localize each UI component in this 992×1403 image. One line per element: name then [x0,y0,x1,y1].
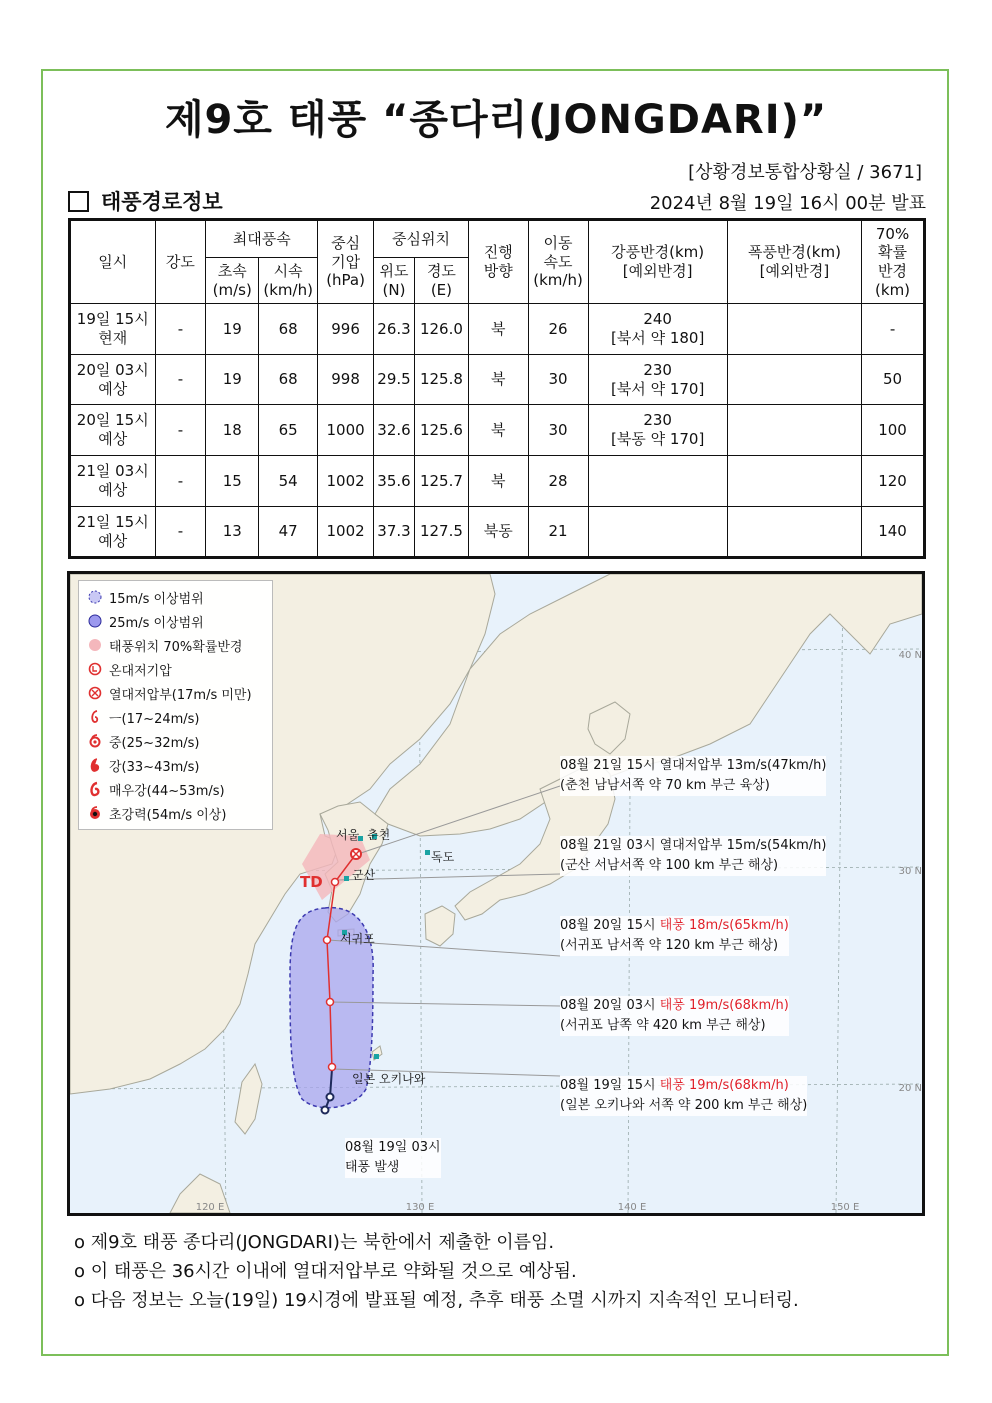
track-annotation: 08월 21일 03시 열대저압부 15m/s(54km/h) (군산 서남서쪽 약 100 km 부근 해상) [560,836,826,876]
map-legend [78,580,273,830]
note-line: o 제9호 태풍 종다리(JONGDARI)는 북한에서 제출한 이름임. [74,1232,555,1253]
header-ms: 초속 (m/s) [206,258,259,304]
cell-pressure: 996 [318,304,374,355]
legend-item [85,705,266,729]
table-header-row [70,220,925,258]
track-annotation: 08월 20일 15시 태풍 18m/s(65km/h) (서귀포 남서쪽 약 120 km 부근 해상) [560,916,789,956]
cell-kmh: 47 [259,507,318,558]
notes-list [74,1228,799,1315]
solid-circle-icon [85,614,105,628]
label-okinawa: 일본 오키나와 [352,1072,426,1086]
cell-speed: 26 [528,304,588,355]
legend-label: 열대저압부(17m/s 미만) [109,687,252,703]
cell-lat: 26.3 [374,304,415,355]
cell-kmh: 65 [259,405,318,456]
table-row [70,405,925,456]
cell-lon: 125.8 [414,355,468,405]
legend-item [85,753,266,777]
header-intensity: 강도 [155,220,206,304]
legend-label: ㅡ(17~24m/s) [109,711,200,727]
cell-kmh: 68 [259,355,318,405]
checkbox-square-icon [68,191,89,212]
legend-label: 태풍위치 70%확률반경 [109,639,243,655]
cell-speed: 30 [528,405,588,456]
cell-ms: 19 [206,355,259,405]
track-point-20d03h [327,999,334,1006]
cell-storm-radius [727,405,861,456]
cell-pressure: 1000 [318,405,374,456]
legend-label: 매우강(44~53m/s) [109,783,225,799]
cell-gale-radius: 240 [북서 약 180] [588,304,727,355]
cell-lat: 29.5 [374,355,415,405]
header-kmh: 시속 (km/h) [259,258,318,304]
lat-label-40: 40 N [898,650,922,661]
table-row [70,507,925,558]
weak-typhoon-icon [85,709,105,725]
td-label: TD [300,873,323,891]
cell-direction: 북동 [468,507,528,558]
cell-lat: 37.3 [374,507,415,558]
lat-label-30: 30 N [898,866,922,877]
dashed-circle-icon [85,590,105,604]
header-pressure: 중심 기압 (hPa) [318,220,374,304]
legend-item [85,633,266,657]
lon-label-150: 150 E [830,1202,860,1213]
cell-storm-radius [727,355,861,405]
legend-label: 초강력(54m/s 이상) [109,807,227,823]
cell-prob70: 140 [862,507,925,558]
note-line: o 다음 정보는 오늘(19일) 19시경에 발표될 예정, 추후 태풍 소멸 시까지 지속적인 모니터링. [74,1290,799,1311]
pink-circle-icon [85,638,105,652]
typhoon-track-table [68,218,926,559]
cell-lon: 125.6 [414,405,468,456]
genesis-annotation: 08월 19일 03시 태풍 발생 [345,1138,441,1178]
header-time: 일시 [70,220,156,304]
issued-time: 2024년 8월 19일 16시 00분 발표 [649,193,926,214]
cell-direction: 북 [468,304,528,355]
cell-ms: 13 [206,507,259,558]
cell-time: 19일 15시 현재 [70,304,156,355]
department-label: [상황경보통합상황실 / 3671] [688,162,922,183]
medium-typhoon-icon [85,733,105,749]
lon-label-120: 120 E [195,1202,225,1213]
legend-item [85,801,266,825]
label-seogwipo: 서귀포 [340,932,375,946]
track-point-genesis [322,1107,329,1114]
cell-gale-radius: 230 [북서 약 170] [588,355,727,405]
legend-label: 15m/s 이상범위 [109,591,204,607]
cell-storm-radius [727,304,861,355]
cell-gale-radius: 230 [북동 약 170] [588,405,727,456]
page-title: 제9호 태풍 “종다리(JONGDARI)” [164,97,828,143]
lon-label-140: 140 E [617,1202,647,1213]
cell-intensity: - [155,456,206,507]
legend-label: 강(33~43m/s) [109,759,200,775]
cell-speed: 21 [528,507,588,558]
cell-time: 20일 15시 예상 [70,405,156,456]
track-annotation: 08월 20일 03시 태풍 19m/s(68km/h) (서귀포 남쪽 약 420 km 부근 해상) [560,996,789,1036]
cell-pressure: 1002 [318,456,374,507]
legend-label: 중(25~32m/s) [109,735,200,751]
cell-ms: 15 [206,456,259,507]
cell-pressure: 998 [318,355,374,405]
cell-gale-radius [588,507,727,558]
cell-intensity: - [155,405,206,456]
legend-label: 온대저기압 [109,663,172,679]
cell-prob70: 120 [862,456,925,507]
cell-lon: 126.0 [414,304,468,355]
legend-item [85,729,266,753]
table-row [70,456,925,507]
header-direction: 진행 방향 [468,220,528,304]
table-row [70,304,925,355]
cell-intensity: - [155,304,206,355]
track-point-19d15h [329,1064,336,1071]
header-storm-radius: 폭풍반경(km) [예외반경] [727,220,861,304]
legend-item [85,609,266,633]
cell-lat: 32.6 [374,405,415,456]
cell-intensity: - [155,507,206,558]
header-position: 중심위치 [374,220,469,258]
cell-intensity: - [155,355,206,405]
header-gale-radius: 강풍반경(km) [예외반경] [588,220,727,304]
lat-label-20: 20 N [898,1083,922,1094]
legend-label: 25m/s 이상범위 [109,615,204,631]
cell-storm-radius [727,507,861,558]
cell-ms: 19 [206,304,259,355]
cell-lon: 127.5 [414,507,468,558]
header-lat: 위도 (N) [374,258,415,304]
header-speed: 이동 속도 (km/h) [528,220,588,304]
typhoon-track-map [67,571,925,1216]
header-prob70: 70% 확률 반경 (km) [862,220,925,304]
header-maxwind: 최대풍속 [206,220,318,258]
lon-label-130: 130 E [405,1202,435,1213]
track-point-21d03h [332,879,339,886]
cell-time: 21일 15시 예상 [70,507,156,558]
strong-typhoon-icon [85,757,105,773]
label-chuncheon: 춘천 [367,828,391,842]
cell-direction: 북 [468,456,528,507]
cell-kmh: 54 [259,456,318,507]
label-gunsan: 군산 [352,868,376,882]
cell-time: 20일 03시 예상 [70,355,156,405]
table-row [70,355,925,405]
section-title: 태풍경로정보 [101,190,223,214]
track-annotation: 08월 21일 15시 열대저압부 13m/s(47km/h) (춘천 남남서쪽 약 70 km 부근 육상) [560,756,826,796]
header-lon: 경도 (E) [414,258,468,304]
cell-ms: 18 [206,405,259,456]
cell-kmh: 68 [259,304,318,355]
note-line: o 이 태풍은 36시간 이내에 열대저압부로 약화될 것으로 예상됨. [74,1261,577,1282]
track-annotation: 08월 19일 15시 태풍 19m/s(68km/h) (일본 오키나와 서쪽 약 200 km 부근 해상) [560,1076,807,1116]
cell-speed: 28 [528,456,588,507]
section-heading [68,186,223,216]
cell-gale-radius [588,456,727,507]
label-dokdo: 독도 [431,850,455,864]
cell-prob70: 100 [862,405,925,456]
legend-item [85,681,266,705]
track-point-past [327,1094,334,1101]
cell-prob70: - [862,304,925,355]
cell-direction: 북 [468,405,528,456]
cell-prob70: 50 [862,355,925,405]
tropical-depression-icon [85,686,105,700]
cell-speed: 30 [528,355,588,405]
legend-item [85,585,266,609]
legend-item [85,657,266,681]
track-point-20d15h [324,937,331,944]
cell-lon: 125.7 [414,456,468,507]
cell-storm-radius [727,456,861,507]
cell-lat: 35.6 [374,456,415,507]
cell-pressure: 1002 [318,507,374,558]
very-strong-typhoon-icon [85,781,105,797]
legend-item [85,777,266,801]
extratropical-icon [85,662,105,676]
super-typhoon-icon [85,805,105,821]
label-seoul: 서울 [336,828,360,842]
cell-time: 21일 03시 예상 [70,456,156,507]
cell-direction: 북 [468,355,528,405]
